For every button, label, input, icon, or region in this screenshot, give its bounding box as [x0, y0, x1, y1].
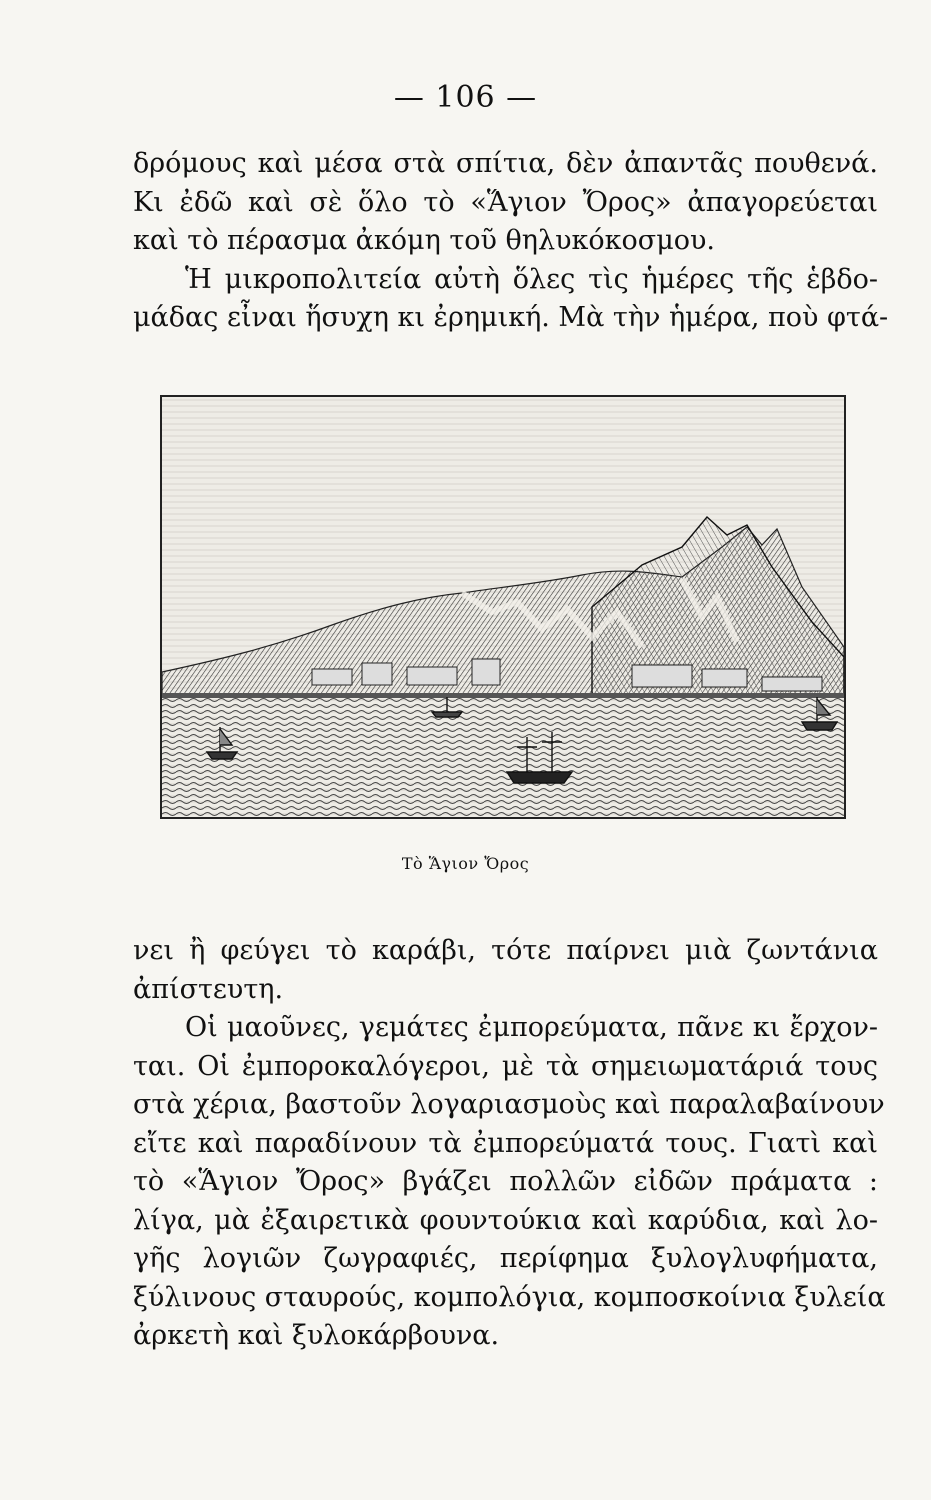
text-line: στὰ χέρια, βαστοῦν λογαριασμοὺς καὶ παραλαβαίνουν: [133, 1089, 885, 1120]
text-line: τὸ «Ἅγιον Ὄρος» βγάζει πολλῶν εἰδῶν πράματα :: [133, 1166, 878, 1197]
text-line: ται. Οἱ ἐμποροκαλόγεροι, μὲ τὰ σημειωματάριά τους: [133, 1050, 878, 1082]
text-line: δρόμους καὶ μέσα στὰ σπίτια, δὲν ἀπαντᾶς πουθενά.: [133, 148, 878, 179]
engraving-illustration: [162, 397, 844, 817]
figure-caption: Τὸ Ἅγιον Ὄρος: [401, 854, 530, 873]
text-line: Οἱ μαοῦνες, γεμάτες ἐμπορεύματα, πᾶνε κι ἔρχον-: [185, 1012, 878, 1043]
mount-athos-engraving: [160, 395, 846, 819]
text-line: Ἡ μικροπολιτεία αὐτὴ ὅλες τὶς ἡμέρες τῆς ἑβδο-: [185, 263, 878, 295]
text-line: νει ἢ φεύγει τὸ καράβι, τότε παίρνει μιὰ ζωντάνια: [133, 935, 878, 966]
page-number: — 106 —: [393, 80, 538, 115]
text-line: καὶ τὸ πέρασμα ἀκόμη τοῦ θηλυκόκοσμου.: [133, 225, 715, 256]
text-line: ἀπίστευτη.: [133, 973, 284, 1005]
text-line: ἀρκετὴ καὶ ξυλοκάρβουνα.: [133, 1320, 500, 1351]
text-line: εἴτε καὶ παραδίνουν τὰ ἐμπορεύματά τους. Γιατὶ καὶ: [133, 1127, 878, 1159]
text-line: Κι ἐδῶ καὶ σὲ ὅλο τὸ «Ἅγιον Ὄρος» ἀπαγορεύεται: [133, 186, 878, 218]
text-line: ξύλινους σταυρούς, κομπολόγια, κομποσκοίνια ξυλεία: [133, 1281, 886, 1313]
text-line: λίγα, μὰ ἐξαιρετικὰ φουντούκια καὶ καρύδια, καὶ λο-: [133, 1204, 878, 1236]
text-line: μάδας εἶναι ἥσυχη κι ἐρημική. Μὰ τὴν ἡμέρα, ποὺ φτά-: [133, 302, 889, 333]
bottom-text-block: [133, 932, 886, 1356]
top-text-block: [133, 145, 889, 338]
text-line: γῆς λογιῶν ζωγραφιές, περίφημα ξυλογλυφήματα,: [133, 1243, 878, 1274]
